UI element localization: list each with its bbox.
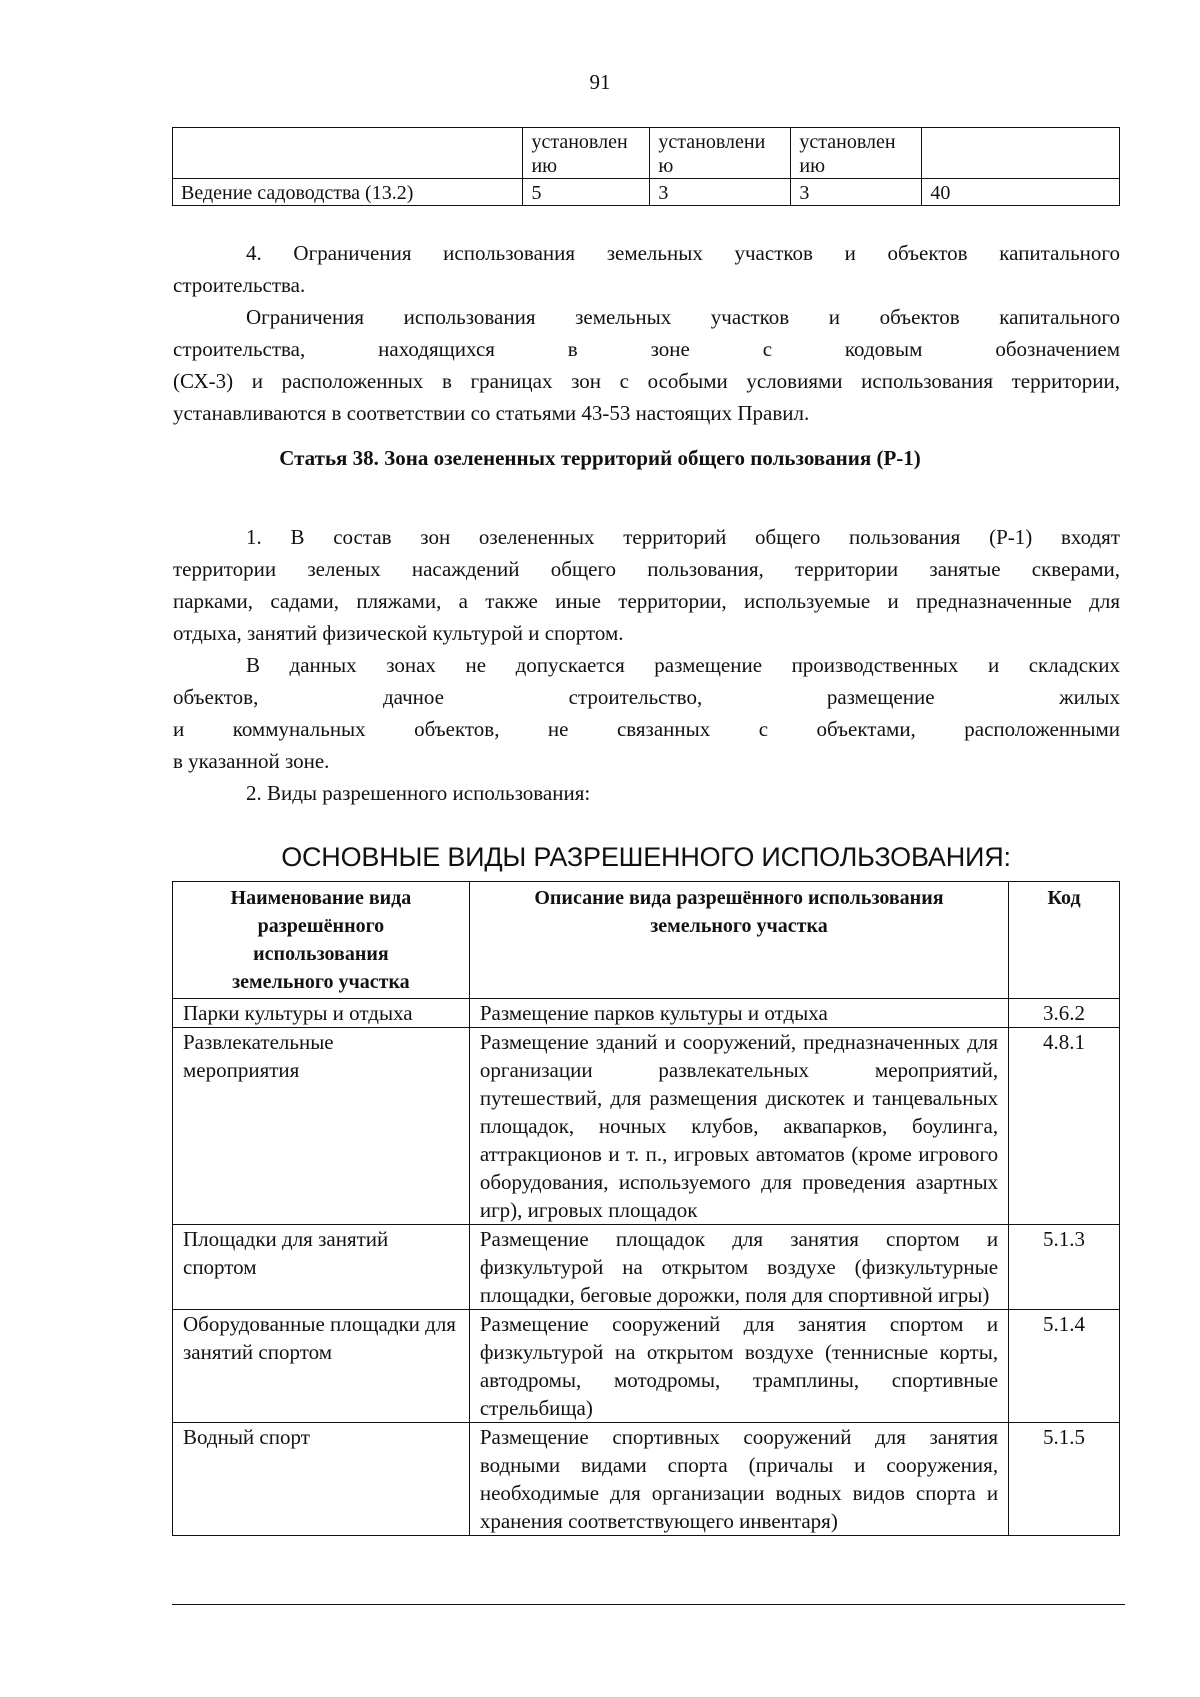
- table-cell: 40: [922, 179, 1120, 206]
- continuation-table: [172, 127, 1120, 206]
- table-row: [173, 1225, 1120, 1310]
- paragraph-line: парками, садами, пляжами, а также иные территории, используемые и предназначенные для: [173, 589, 1120, 613]
- use-code: 4.8.1: [1009, 1028, 1120, 1225]
- table-row: [173, 1310, 1120, 1423]
- paragraph-line: и коммунальных объектов, не связанных с объектами, расположенными: [173, 717, 1120, 741]
- use-description: Размещение парков культуры и отдыха: [469, 999, 1008, 1028]
- paragraph-line: объектов, дачное строительство, размещение жилых: [173, 685, 1120, 709]
- use-name: Развлекательные мероприятия: [173, 1028, 470, 1225]
- paragraph-line: строительства.: [173, 273, 306, 297]
- paragraph-line: устанавливаются в соответствии со статьями 43-53 настоящих Правил.: [173, 401, 810, 425]
- paragraph-line: отдыха, занятий физической культурой и спортом.: [173, 621, 624, 645]
- column-header-name: Наименование вида разрешённого использования земельного участка: [173, 882, 470, 999]
- table-cell: 3: [791, 179, 922, 206]
- use-code: 5.1.4: [1009, 1310, 1120, 1423]
- table-cell: [922, 128, 1120, 179]
- table-row: [173, 128, 1120, 179]
- use-code: 5.1.3: [1009, 1225, 1120, 1310]
- use-name: Парки культуры и отдыха: [173, 999, 470, 1028]
- use-description: Размещение зданий и сооружений, предназначенных для организации развлекательных мероприятий, путешествий, для размещения дискотек и танцевальных площадок, ночных клубов, аквапарков, боулинга, аттракционов и т. п., игровых автоматов (кроме игрового оборудования, используемого для проведения азартных игр), игровых площадок: [469, 1028, 1008, 1225]
- paragraph-line: Ограничения использования земельных участков и объектов капитального: [246, 305, 1120, 329]
- paragraph-line: В данных зонах не допускается размещение производственных и складских: [246, 653, 1120, 677]
- table-row: [173, 999, 1120, 1028]
- table-row: [173, 179, 1120, 206]
- section-1: [173, 521, 1120, 809]
- table-cell: [173, 128, 523, 179]
- page-number: 91: [589, 70, 611, 94]
- use-name: Водный спорт: [173, 1423, 470, 1536]
- use-name: Площадки для занятий спортом: [173, 1225, 470, 1310]
- column-header-code: Код: [1009, 882, 1120, 999]
- table-cell: установлен ию: [791, 128, 922, 179]
- table-row: [173, 1028, 1120, 1225]
- permitted-use-table: [172, 881, 1120, 1536]
- main-table-title: ОСНОВНЫЕ ВИДЫ РАЗРЕШЕННОГО ИСПОЛЬЗОВАНИЯ:: [281, 842, 1011, 872]
- use-description: Размещение спортивных сооружений для занятия водными видами спорта (причалы и сооружения, необходимые для организации водных видов спорта и хранения соответствующего инвентаря): [469, 1423, 1008, 1536]
- paragraph-line: (СХ-3) и расположенных в границах зон с особыми условиями использования территории,: [173, 369, 1120, 393]
- page-bottom-divider: [172, 1604, 1125, 1605]
- table-cell: 3: [650, 179, 791, 206]
- use-description: Размещение площадок для занятия спортом и физкультурой на открытом воздухе (физкультурные площадки, беговые дорожки, поля для спортивной игры): [469, 1225, 1008, 1310]
- paragraph-line: 4. Ограничения использования земельных участков и объектов капитального: [246, 241, 1120, 265]
- paragraph-line: территории зеленых насаждений общего пользования, территории занятые скверами,: [173, 557, 1120, 581]
- table-cell: Ведение садоводства (13.2): [173, 179, 523, 206]
- paragraph-line: строительства, находящихся в зоне с кодовым обозначением: [173, 337, 1120, 361]
- column-header-description: Описание вида разрешённого использования земельного участка: [469, 882, 1008, 999]
- paragraph-line: в указанной зоне.: [173, 749, 330, 773]
- use-code: 5.1.5: [1009, 1423, 1120, 1536]
- article-heading: Статья 38. Зона озелененных территорий общего пользования (Р-1): [279, 446, 921, 470]
- use-name: Оборудованные площадки для занятий спортом: [173, 1310, 470, 1423]
- table-header-row: [173, 882, 1120, 999]
- table-cell: установлени ю: [650, 128, 791, 179]
- table-cell: 5: [523, 179, 650, 206]
- table-cell: установлен ию: [523, 128, 650, 179]
- section-4: [173, 237, 1120, 429]
- use-code: 3.6.2: [1009, 999, 1120, 1028]
- use-description: Размещение сооружений для занятия спортом и физкультурой на открытом воздухе (теннисные корты, автодромы, мотодромы, трамплины, спортивные стрельбища): [469, 1310, 1008, 1423]
- table-row: [173, 1423, 1120, 1536]
- paragraph-line: 2. Виды разрешенного использования:: [246, 781, 591, 805]
- paragraph-line: 1. В состав зон озелененных территорий общего пользования (Р-1) входят: [246, 525, 1120, 549]
